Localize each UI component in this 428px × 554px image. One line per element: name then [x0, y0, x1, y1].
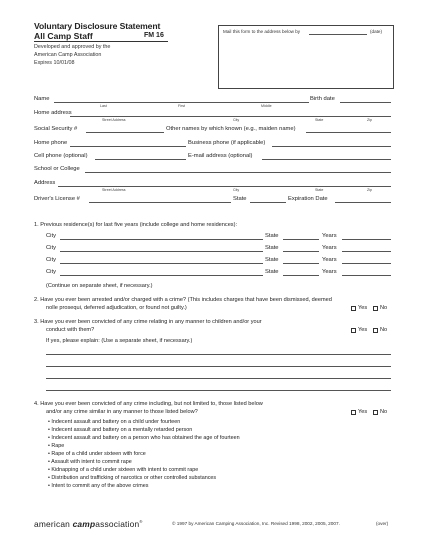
- mail-instruction: Mail this form to the address below by: [223, 29, 301, 34]
- addr2-sub-city: City: [233, 188, 240, 192]
- copyright: © 1997 by American Camping Association, Inc. Revised 1998, 2002, 2005, 2007.: [172, 521, 340, 526]
- residence-city-field[interactable]: [60, 251, 263, 252]
- explain-line-2[interactable]: [46, 366, 391, 367]
- home-address-field[interactable]: [70, 116, 391, 117]
- continue-note: (Continue on separate sheet, if necessary.): [46, 283, 153, 289]
- residence-years-label: Years: [322, 233, 337, 239]
- crime-list-item: • Rape of a child under sixteen with force: [48, 451, 146, 457]
- cell-phone-label: Cell phone (optional): [34, 153, 88, 159]
- crime-text: Assault with intent to commit rape: [51, 459, 132, 465]
- q3-yes-checkbox[interactable]: [351, 328, 356, 333]
- crime-list-item: • Kidnapping of a child under sixteen with intent to commit rape: [48, 467, 199, 473]
- email-label: E-mail address (optional): [188, 153, 253, 159]
- name-field[interactable]: [54, 102, 309, 103]
- question-2-line-1: 2. Have you ever been arrested and/or charged with a crime? (This includes charges that have been dismissed, deemed: [34, 297, 332, 303]
- birth-date-label: Birth date: [310, 96, 335, 102]
- crime-text: Rape of a child under sixteen with force: [51, 451, 146, 457]
- crime-list-item: • Rape: [48, 443, 65, 449]
- q2-no-label: No: [380, 305, 388, 311]
- q4-no-label: No: [380, 409, 388, 415]
- residence-state-field[interactable]: [283, 275, 319, 276]
- birth-date-field[interactable]: [340, 102, 391, 103]
- question-4-line-2: and/or any crime similar in any manner to those listed below?: [46, 409, 198, 415]
- residence-state-label: State: [265, 245, 279, 251]
- other-names-field[interactable]: [306, 132, 391, 133]
- logo-text-post: association: [95, 519, 140, 529]
- crime-list-item: • Indecent assault and battery on a mentally retarded person: [48, 427, 193, 433]
- question-1: 1. Previous residence(s) for last five years (include college and home residences):: [34, 222, 238, 228]
- address-field[interactable]: [58, 186, 391, 187]
- ssn-label: Social Security #: [34, 126, 78, 132]
- residence-city-label: City: [46, 269, 56, 275]
- residence-state-label: State: [265, 257, 279, 263]
- residence-state-field[interactable]: [283, 251, 319, 252]
- business-phone-label: Business phone (if applicable): [188, 140, 266, 146]
- explain-label: If yes, please explain: (Use a separate sheet, if necessary.): [46, 338, 193, 344]
- crime-list-item: • Distribution and trafficking of narcotics or other controlled substances: [48, 475, 217, 481]
- question-3-line-1: 3. Have you ever been convicted of any crime relating in any manner to children and/or your: [34, 319, 262, 325]
- crime-list-item: • Intent to commit any of the above crimes: [48, 483, 149, 489]
- residence-state-field[interactable]: [283, 263, 319, 264]
- license-state-label: State: [233, 196, 247, 202]
- residence-city-field[interactable]: [60, 275, 263, 276]
- crime-text: Indecent assault and battery on a person who has obtained the age of fourteen: [51, 435, 240, 441]
- license-field[interactable]: [89, 202, 231, 203]
- email-field[interactable]: [262, 159, 391, 160]
- license-state-field[interactable]: [250, 202, 286, 203]
- crime-text: Kidnapping of a child under sixteen with intent to commit rape: [51, 467, 199, 473]
- q4-yes-checkbox[interactable]: [351, 410, 356, 415]
- form-title: Voluntary Disclosure Statement: [34, 21, 161, 31]
- addr-sub-zip: Zip: [367, 118, 372, 122]
- addr-sub-street: Street Address: [102, 118, 126, 122]
- license-label: Driver's License #: [34, 196, 80, 202]
- name-sub-middle: Middle: [261, 104, 272, 108]
- q4-no-checkbox[interactable]: [373, 410, 378, 415]
- cell-phone-field[interactable]: [95, 159, 186, 160]
- residence-state-label: State: [265, 233, 279, 239]
- school-label: School or College: [34, 166, 80, 172]
- name-sub-first: First: [178, 104, 185, 108]
- question-4-line-1: 4. Have you ever been convicted of any crime including, but not limited to, those listed below: [34, 401, 263, 407]
- addr2-sub-zip: Zip: [367, 188, 372, 192]
- q2-no-checkbox[interactable]: [373, 306, 378, 311]
- residence-years-field[interactable]: [342, 239, 391, 240]
- logo-text-pre: american: [34, 519, 71, 529]
- explain-line-3[interactable]: [46, 378, 391, 379]
- expiration-label: Expiration Date: [288, 196, 328, 202]
- q2-yes-checkbox[interactable]: [351, 306, 356, 311]
- q3-no-label: No: [380, 327, 388, 333]
- residence-years-field[interactable]: [342, 275, 391, 276]
- residence-state-label: State: [265, 269, 279, 275]
- explain-line-4[interactable]: [46, 390, 391, 391]
- name-sub-last: Last: [100, 104, 107, 108]
- logo-text-mid: camp: [72, 519, 96, 529]
- mail-date-label: (date): [370, 29, 383, 34]
- addr2-sub-street: Street Address: [102, 188, 126, 192]
- mail-date-line[interactable]: [309, 34, 367, 35]
- residence-years-label: Years: [322, 257, 337, 263]
- explain-line-1[interactable]: [46, 354, 391, 355]
- home-phone-field[interactable]: [70, 146, 186, 147]
- addr-sub-city: City: [233, 118, 240, 122]
- q2-yes-label: Yes: [358, 305, 368, 311]
- mail-address-box[interactable]: [218, 25, 394, 89]
- developer-line-1: Developed and approved by the: [34, 44, 111, 50]
- residence-years-field[interactable]: [342, 263, 391, 264]
- residence-city-label: City: [46, 233, 56, 239]
- expiry-line: Expires 10/01/08: [34, 60, 75, 66]
- addr-sub-state: State: [315, 118, 324, 122]
- crime-text: Indecent assault and battery on a child under fourteen: [51, 419, 181, 425]
- q4-yes-label: Yes: [358, 409, 368, 415]
- residence-city-field[interactable]: [60, 239, 263, 240]
- crime-list-item: • Assault with intent to commit rape: [48, 459, 132, 465]
- form-subtitle: All Camp Staff: [34, 31, 93, 41]
- expiration-field[interactable]: [335, 202, 391, 203]
- business-phone-field[interactable]: [272, 146, 391, 147]
- developer-line-2: American Camp Association: [34, 52, 102, 58]
- question-3-line-2: conduct with them?: [46, 327, 95, 333]
- q3-no-checkbox[interactable]: [373, 328, 378, 333]
- crime-text: Indecent assault and battery on a mentally retarded person: [51, 427, 193, 433]
- school-field[interactable]: [85, 172, 391, 173]
- residence-years-field[interactable]: [342, 251, 391, 252]
- home-phone-label: Home phone: [34, 140, 68, 146]
- title-rule: [34, 41, 168, 42]
- q3-yes-label: Yes: [358, 327, 368, 333]
- crime-text: Rape: [51, 443, 65, 449]
- address-label: Address: [34, 180, 56, 186]
- name-label: Name: [34, 96, 50, 102]
- page-turn-note: (over): [376, 521, 389, 526]
- residence-state-field[interactable]: [283, 239, 319, 240]
- addr2-sub-state: State: [315, 188, 324, 192]
- crime-text: Intent to commit any of the above crimes: [51, 483, 149, 489]
- residence-city-label: City: [46, 257, 56, 263]
- other-names-label: Other names by which known (e.g., maiden name): [166, 126, 296, 132]
- question-2-line-2: nolle prosequi, deferred adjudication, or found not guilty.): [46, 305, 187, 311]
- residence-years-label: Years: [322, 245, 337, 251]
- residence-city-label: City: [46, 245, 56, 251]
- residence-city-field[interactable]: [60, 263, 263, 264]
- home-address-label: Home address: [34, 110, 72, 116]
- crime-list-item: • Indecent assault and battery on a child under fourteen: [48, 419, 181, 425]
- ssn-field[interactable]: [86, 132, 164, 133]
- crime-list-item: • Indecent assault and battery on a person who has obtained the age of fourteen: [48, 435, 240, 441]
- aca-logo: american campassociation®: [34, 519, 143, 529]
- residence-years-label: Years: [322, 269, 337, 275]
- form-code: FM 16: [144, 32, 164, 39]
- crime-text: Distribution and trafficking of narcotics or other controlled substances: [51, 475, 217, 481]
